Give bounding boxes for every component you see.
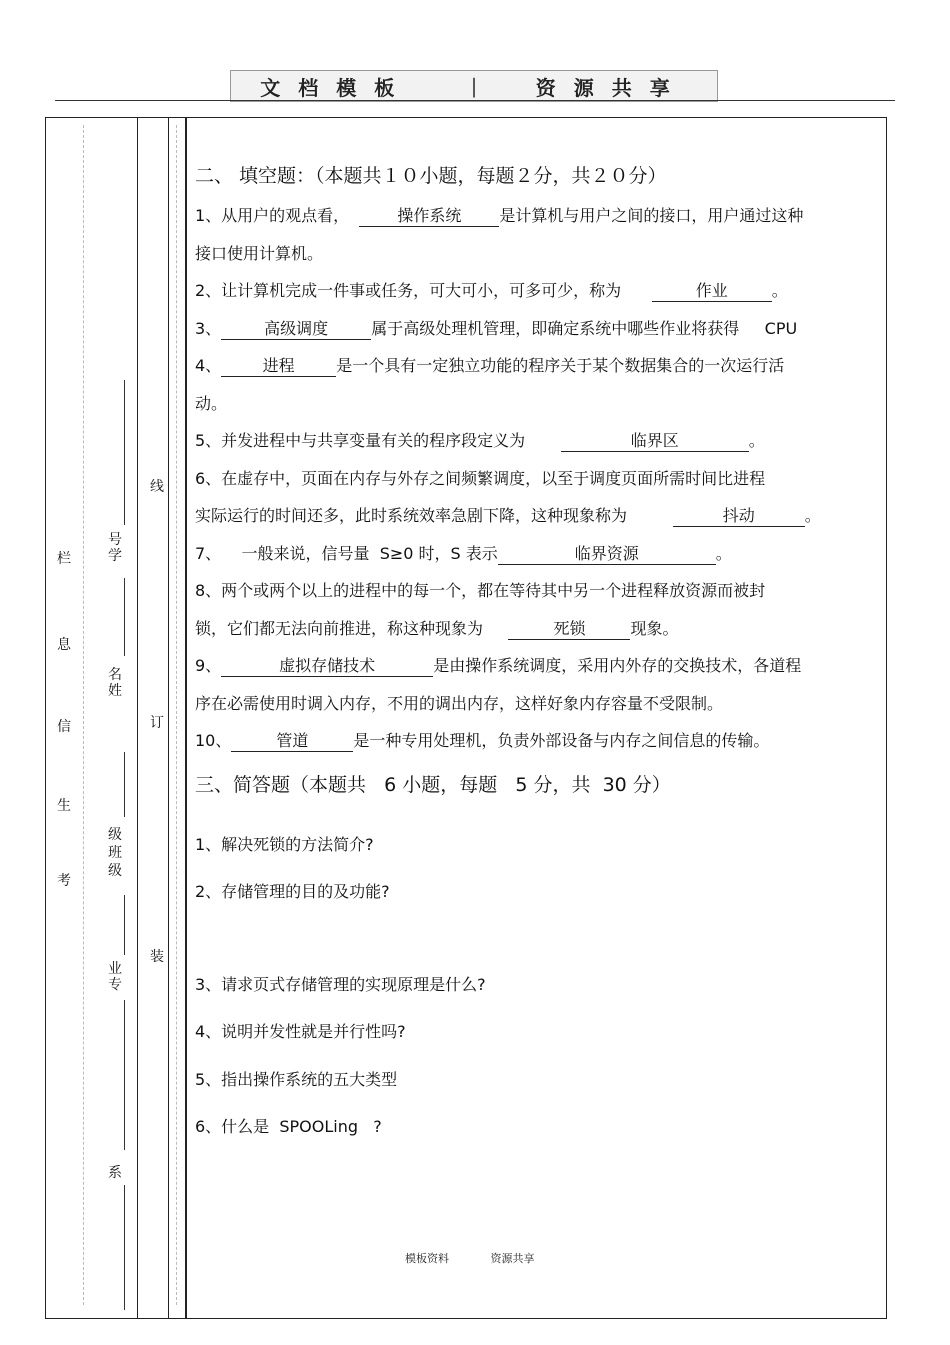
banner-left: 文档模板 <box>260 75 413 100</box>
question-1-cont: 接口使用计算机。 <box>195 243 324 263</box>
binding-char: 装 <box>150 949 164 965</box>
question-6-cont <box>195 497 865 535</box>
frame-divider <box>168 117 169 1318</box>
short-question: 3、请求页式存储管理的实现原理是什么? <box>195 974 486 994</box>
question-3 <box>195 310 865 348</box>
q-text: 属于高级处理机管理，即确定系统中哪些作业将获得 <box>371 318 740 338</box>
q-text: 。 <box>748 431 765 450</box>
dept-label: 系 <box>108 1165 122 1181</box>
banner-separator: | <box>470 74 478 98</box>
short-question: 6、什么是 SPOOLing ? <box>195 1117 382 1136</box>
question-10 <box>195 722 865 760</box>
q-text: 是计算机与用户之间的接口，用户通过这种 <box>499 206 804 225</box>
question-9 <box>195 647 865 685</box>
exam-content <box>195 155 865 1146</box>
header-banner <box>230 70 718 102</box>
q-text: 锁，它们都无法向前推进，称这种现象为 <box>195 618 484 638</box>
short-question: 5、指出操作系统的五大类型 <box>195 1069 398 1089</box>
fill-section-title: 二、 填空题：（本题共１０小题，每题２分，共２０分） <box>195 165 667 187</box>
question-4-cont: 动。 <box>195 393 228 413</box>
fill-line <box>124 380 125 525</box>
answer-blank: 抖动 <box>673 506 805 527</box>
answer-blank: 管道 <box>231 731 353 752</box>
question-7 <box>195 535 865 573</box>
short-question: 4、说明并发性就是并行性吗? <box>195 1022 406 1041</box>
q-text: 9、 <box>195 656 222 675</box>
q-text: 是由操作系统调度，采用内外存的交换技术，各道程 <box>433 656 802 675</box>
binding-char: 线 <box>150 479 164 495</box>
q-text: 是一种专用处理机，负责外部设备与内存之间信息的传输。 <box>353 731 770 750</box>
answer-blank: 作业 <box>652 281 772 302</box>
q-text: 10、 <box>195 731 232 750</box>
q-text: 实际运行的时间还多，此时系统效率急剧下降，这种现象称为 <box>195 506 628 525</box>
q-text: 。 <box>804 506 821 525</box>
frame-divider <box>185 117 187 1318</box>
q-text: 3、 <box>195 318 222 338</box>
fill-line <box>124 1000 125 1150</box>
exam-label-char: 息 <box>57 637 71 653</box>
short-question: 2、存储管理的目的及功能? <box>195 882 390 901</box>
question-6: 6、在虚存中，页面在内存与外存之间频繁调度，以至于调度页面所需时间比进程 <box>195 468 766 488</box>
fill-line <box>124 578 125 656</box>
short-section-title: 三、简答题（本题共 6 小题，每题 5 分，共 30 分） <box>195 773 671 796</box>
exam-label-char: 信 <box>57 719 71 735</box>
question-1 <box>195 197 865 235</box>
answer-blank: 操作系统 <box>359 206 499 227</box>
short-question: 1、解决死锁的方法简介? <box>195 834 374 854</box>
exam-label-char: 生 <box>57 798 71 814</box>
question-4 <box>195 347 865 385</box>
answer-blank: 临界区 <box>561 431 749 452</box>
q-text: 5、并发进程中与共享变量有关的程序段定义为 <box>195 431 526 450</box>
answer-blank: 进程 <box>221 356 336 377</box>
binding-char: 订 <box>150 715 164 731</box>
fill-line <box>124 895 125 955</box>
question-9-cont: 序在必需使用时调入内存，不用的调出内存，这样好象内存容量不受限制。 <box>195 693 724 713</box>
question-8: 8、两个或两个以上的进程中的每一个，都在等待其中另一个进程释放资源而被封 <box>195 581 766 600</box>
class-label: 级班级 <box>108 827 122 879</box>
answer-blank: 死锁 <box>508 619 630 640</box>
banner-right: 资源共享 <box>535 75 688 100</box>
q-text: 4、 <box>195 356 222 375</box>
question-8-cont <box>195 610 865 648</box>
q-text: 现象。 <box>630 618 679 638</box>
question-5 <box>195 422 865 460</box>
q-text: CPU <box>764 318 798 338</box>
page-footer: 模板资料 资源共享 <box>405 1252 535 1265</box>
q-text: 7、 一般来说，信号量 S≥0 时，S 表示 <box>195 543 498 563</box>
student-id-label: 号学 <box>108 532 122 564</box>
answer-blank: 高级调度 <box>221 319 371 340</box>
answer-blank: 虚拟存储技术 <box>221 656 433 677</box>
fill-line <box>124 1185 125 1310</box>
question-2 <box>195 272 865 310</box>
frame-divider <box>137 117 138 1318</box>
major-label: 业专 <box>108 961 122 993</box>
header-rule <box>55 100 895 101</box>
q-text: 是一个具有一定独立功能的程序关于某个数据集合的一次运行活 <box>336 356 785 375</box>
name-label: 名姓 <box>108 667 122 699</box>
answer-blank: 临界资源 <box>498 544 716 565</box>
fill-line <box>124 752 125 817</box>
q-text: 。 <box>715 543 732 563</box>
cut-line <box>176 125 177 1305</box>
exam-label-char: 考 <box>57 873 71 889</box>
q-text: 2、让计算机完成一件事或任务，可大可小，可多可少，称为 <box>195 281 622 300</box>
exam-label-char: 栏 <box>57 551 71 567</box>
cut-line <box>83 125 84 1305</box>
q-text: 1、从用户的观点看， <box>195 206 350 225</box>
q-text: 。 <box>771 281 788 300</box>
